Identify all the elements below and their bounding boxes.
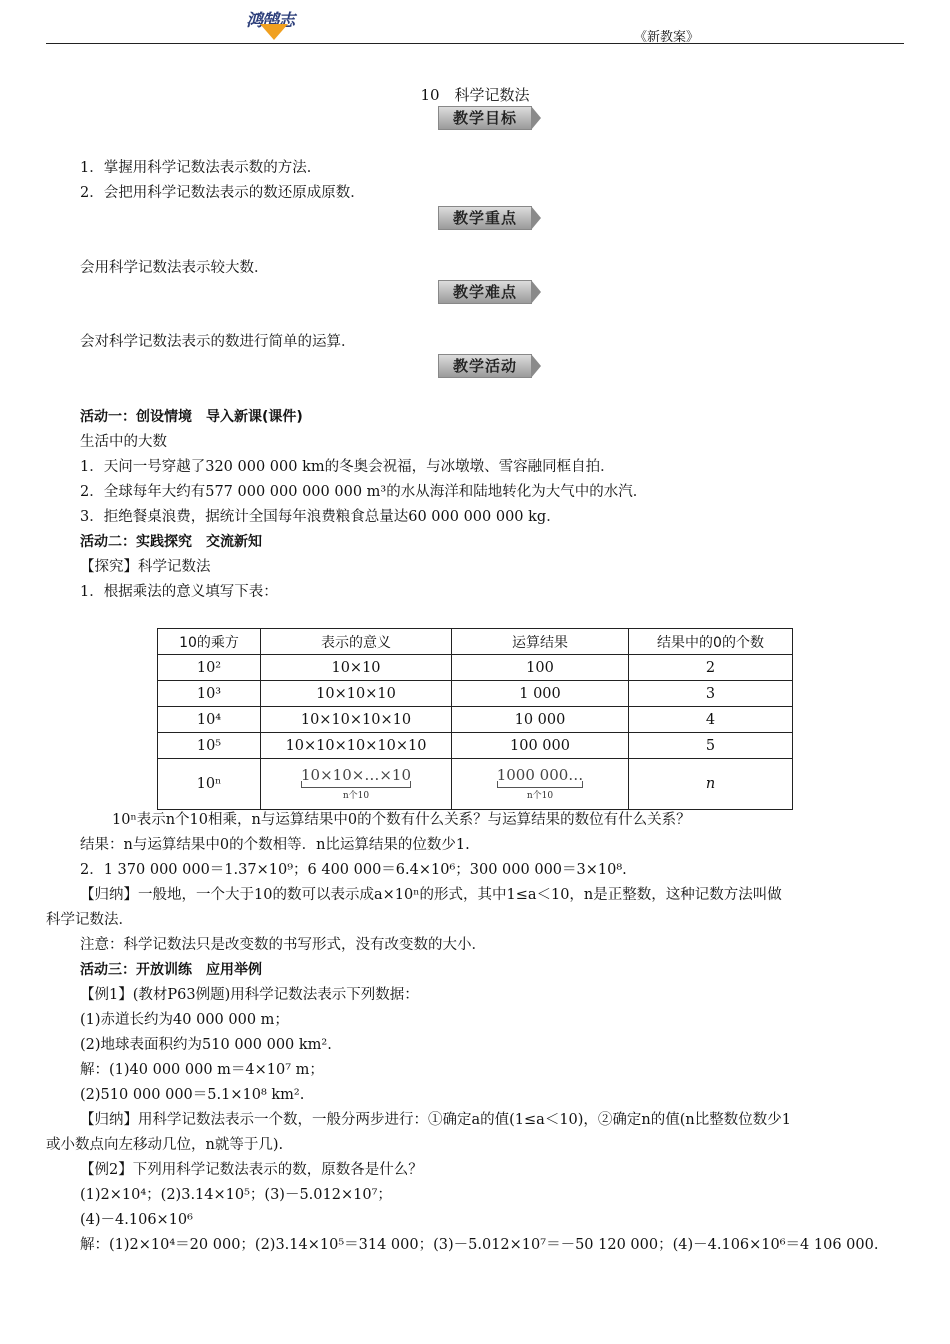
table-cell: 2 [629,655,793,681]
banner-arrow-icon [531,106,541,130]
brace-group [301,766,411,801]
note-text: 注意：科学记数法只是改变数的书写形式，没有改变数的大小． [80,937,486,953]
logo [246,6,316,42]
table-row [158,733,793,759]
example2-title: 【例2】下列用科学记数法表示的数，原数各是什么？ [80,1162,423,1178]
table-cell: 10×10 [261,655,452,681]
table-cell: 10×10×10 [261,681,452,707]
explore-heading: 【探究】科学记数法 [80,559,211,575]
activity1-subtitle: 生活中的大数 [80,434,167,450]
banner-label: 教学难点 [438,280,532,304]
banner-arrow-icon [531,354,541,378]
brace-note: n个10 [526,791,554,801]
result-text: 结果：n与运算结果中0的个数相等．n比运算结果的位数少1. [80,837,470,853]
banner-key-point [438,206,542,230]
table-cell: n [629,759,793,810]
example2-solution: 解：(1)2×10⁴＝20 000；(2)3.14×10⁵＝314 000；(3)－5.012×10⁷＝－50 120 000；(4)－4.106×10⁶＝4 106 000. [80,1237,879,1253]
example1-title: 【例1】(教材P63例题)用科学记数法表示下列数据： [80,987,419,1003]
table-cell: 5 [629,733,793,759]
activity2-title: 活动二：实践探究 交流新知 [80,534,262,550]
table-header: 结果中的0的个数 [629,629,793,655]
table-cell: 10×10×10×10×10 [261,733,452,759]
banner-goals [438,106,542,130]
summary-text-cont: 科学记数法． [46,912,133,928]
example2-question: (4)－4.106×10⁶ [80,1212,193,1228]
logo-text: 鸿鹄志 [246,11,294,31]
table-cell: 10ⁿ [158,759,261,810]
table-header: 运算结果 [452,629,629,655]
table-header: 表示的意义 [261,629,452,655]
banner-label: 教学活动 [438,354,532,378]
table-row [158,759,793,810]
activity3-title: 活动三：开放训练 应用举例 [80,962,262,978]
example1-solution: (2)510 000 000＝5.1×10⁸ km². [80,1087,305,1103]
brace-group [497,766,584,801]
table-cell: 10³ [158,681,261,707]
step1-text: 1．根据乘法的意义填写下表： [80,584,278,600]
header-label: 《新教案》 [634,30,700,45]
table-cell: 10² [158,655,261,681]
banner-activities [438,354,542,378]
banner-label: 教学重点 [438,206,532,230]
key-point-text: 会用科学记数法表示较大数． [80,260,269,276]
activity1-item: 1．天问一号穿越了320 000 000 km的冬奥会祝福，与冰墩墩、雪容融同框自拍． [80,459,615,475]
banner-difficulty [438,280,542,304]
banner-arrow-icon [531,206,541,230]
table-cell [452,759,629,810]
question-text: 10ⁿ表示n个10相乘，n与运算结果中0的个数有什么关系？与运算结果的数位有什么关系？ [112,812,691,828]
table-cell: 10⁵ [158,733,261,759]
brace-expression: 10×10×…×10 [301,766,411,784]
example2-question: (1)2×10⁴；(2)3.14×10⁵；(3)－5.012×10⁷； [80,1187,392,1203]
banner-label: 教学目标 [438,106,532,130]
activity1-item: 3．拒绝餐桌浪费，据统计全国每年浪费粮食总量达60 000 000 000 kg． [80,509,561,525]
summary-text: 【归纳】一般地，一个大于10的数可以表示成a×10ⁿ的形式，其中1≤a＜10，n是正整数，这种记数方法叫做 [80,887,782,903]
goal-item: 2．会把用科学记数法表示的数还原成原数． [80,185,365,201]
step2-text: 2．1 370 000 000＝1.37×10⁹；6 400 000＝6.4×10⁶；300 000 000＝3×10⁸. [80,862,627,878]
example1-question: (1)赤道长约为40 000 000 m； [80,1012,289,1028]
page-title: 10 科学记数法 [420,86,530,104]
brace-note: n个10 [342,791,370,801]
banner-arrow-icon [531,280,541,304]
activity1-item: 2．全球每年大约有577 000 000 000 000 m³的水从海洋和陆地转化为大气中的水汽． [80,484,648,500]
table-cell: 4 [629,707,793,733]
table-row [158,681,793,707]
logo-chevron-icon [260,24,288,40]
summary2-text-cont: 或小数点向左移动几位，n就等于几). [46,1137,284,1153]
table-cell: 3 [629,681,793,707]
goal-item: 1．掌握用科学记数法表示数的方法． [80,160,322,176]
table-cell: 10×10×10×10 [261,707,452,733]
summary2-text: 【归纳】用科学记数法表示一个数，一般分两步进行：①确定a的值(1≤a＜10)，②确定n的值(n比整数位数少1 [80,1112,791,1128]
example1-question: (2)地球表面积约为510 000 000 km². [80,1037,332,1053]
table-header: 10的乘方 [158,629,261,655]
table-row [158,655,793,681]
activity1-title: 活动一：创设情境 导入新课(课件) [80,409,303,425]
table-cell [261,759,452,810]
brace-expression: 1000 000… [496,766,584,784]
table-cell: 10 000 [452,707,629,733]
table-row [158,707,793,733]
powers-table [157,628,793,810]
table-header-row [158,629,793,655]
example1-solution: 解：(1)40 000 000 m＝4×10⁷ m； [80,1062,324,1078]
table-cell: 1 000 [452,681,629,707]
header-divider [46,43,904,44]
table-cell: 10⁴ [158,707,261,733]
table-cell: 100 000 [452,733,629,759]
table-cell: 100 [452,655,629,681]
difficulty-text: 会对科学记数法表示的数进行简单的运算． [80,334,356,350]
